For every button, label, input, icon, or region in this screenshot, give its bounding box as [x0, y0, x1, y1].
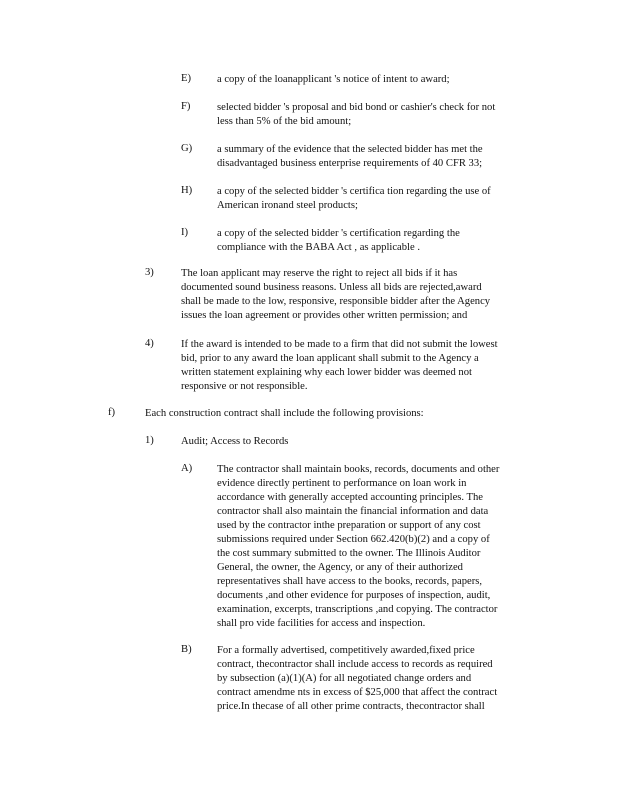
item-label: B) [181, 644, 192, 655]
text-line: selected bidder 's proposal and bid bond or cashier's check for not [217, 102, 496, 113]
text-line: accordance with generally accepted accounting principles. The [217, 492, 483, 503]
text-line: a copy of the loanapplicant 's notice of intent to award; [217, 74, 450, 85]
text-line: a copy of the selected bidder 's certification regarding the [217, 228, 460, 239]
item-text [217, 185, 533, 213]
text-line: bid, prior to any award the loan applicant shall submit to the Agency a [181, 353, 479, 364]
text-line: evidence directly pertinent to performance on loan work in [217, 478, 467, 489]
text-line: a summary of the evidence that the selected bidder has met the [217, 144, 483, 155]
text-line: a copy of the selected bidder 's certifica tion regarding the use of [217, 186, 491, 197]
text-line: documented sound business reasons. Unless all bids are rejected,award [181, 282, 482, 293]
text-line: submissions required under Section 662.420(b)(2) and a copy of [217, 534, 490, 545]
item-label: G) [181, 143, 193, 154]
item-text [217, 143, 533, 171]
text-line: contract, thecontractor shall include access to records as required [217, 659, 493, 670]
text-line: American ironand steel products; [217, 200, 358, 211]
text-line: If the award is intended to be made to a firm that did not submit the lowest [181, 339, 498, 350]
item-label: E) [181, 73, 191, 84]
text-line: written statement explaining why each lower bidder was deemed not [181, 367, 472, 378]
text-line: The loan applicant may reserve the right to reject all bids if it has [181, 268, 458, 279]
item-text [217, 227, 533, 255]
item-text [217, 73, 518, 87]
item-label: 4) [145, 338, 154, 349]
text-line: Audit; Access to Records [181, 436, 289, 447]
item-label: I) [181, 227, 189, 238]
text-line: by subsection (a)(1)(A) for all negotiated change orders and [217, 673, 472, 684]
text-line: contract amendme nts in excess of $25,000 that affect the contract [217, 687, 498, 698]
item-label: 3) [145, 267, 154, 278]
text-line: shall be made to the low, responsive, responsible bidder after the Agency [181, 296, 491, 307]
text-line: used by the contractor inthe preparation or support of any cost [217, 520, 481, 531]
item-text [145, 407, 455, 421]
text-line: disadvantaged business enterprise requirements of 40 CFR 33; [217, 158, 483, 169]
item-text [217, 463, 535, 631]
text-line: shall pro vide facilities for access and inspection. [217, 618, 426, 629]
item-text [217, 101, 533, 129]
item-text [181, 338, 532, 394]
text-line: compliance with the BABA Act , as applicable . [217, 242, 420, 253]
item-text [217, 644, 523, 714]
text-line: issues the loan agreement or provides other written permission; and [181, 310, 468, 321]
text-line: For a formally advertised, competitively awarded,fixed price [217, 645, 475, 656]
item-label: A) [181, 463, 193, 474]
item-text [181, 267, 532, 323]
text-line: Each construction contract shall include the following provisions: [145, 408, 424, 419]
text-line: The contractor shall maintain books, records, documents and other [217, 464, 500, 475]
text-line: examination, excerpts, transcriptions ,and copying. The contractor [217, 604, 498, 615]
text-line: price.In thecase of all other prime contracts, thecontractor shall [217, 701, 485, 712]
text-line: documents ,and other evidence for purposes of inspection, audit, [217, 590, 491, 601]
text-line: responsive or not responsible. [181, 381, 308, 392]
text-line: the cost summary submitted to the owner. The Illinois Auditor [217, 548, 481, 559]
text-line: contractor shall also maintain the financial information and data [217, 506, 489, 517]
item-label: H) [181, 185, 193, 196]
text-line: representatives shall have access to the books, records, papers, [217, 576, 483, 587]
text-line: General, the owner, the Agency, or any of their authorized [217, 562, 463, 573]
item-heading [181, 435, 301, 449]
item-label: f) [108, 407, 116, 418]
text-line: less than 5% of the bid amount; [217, 116, 352, 127]
item-label: 1) [145, 435, 154, 446]
item-label: F) [181, 101, 191, 112]
